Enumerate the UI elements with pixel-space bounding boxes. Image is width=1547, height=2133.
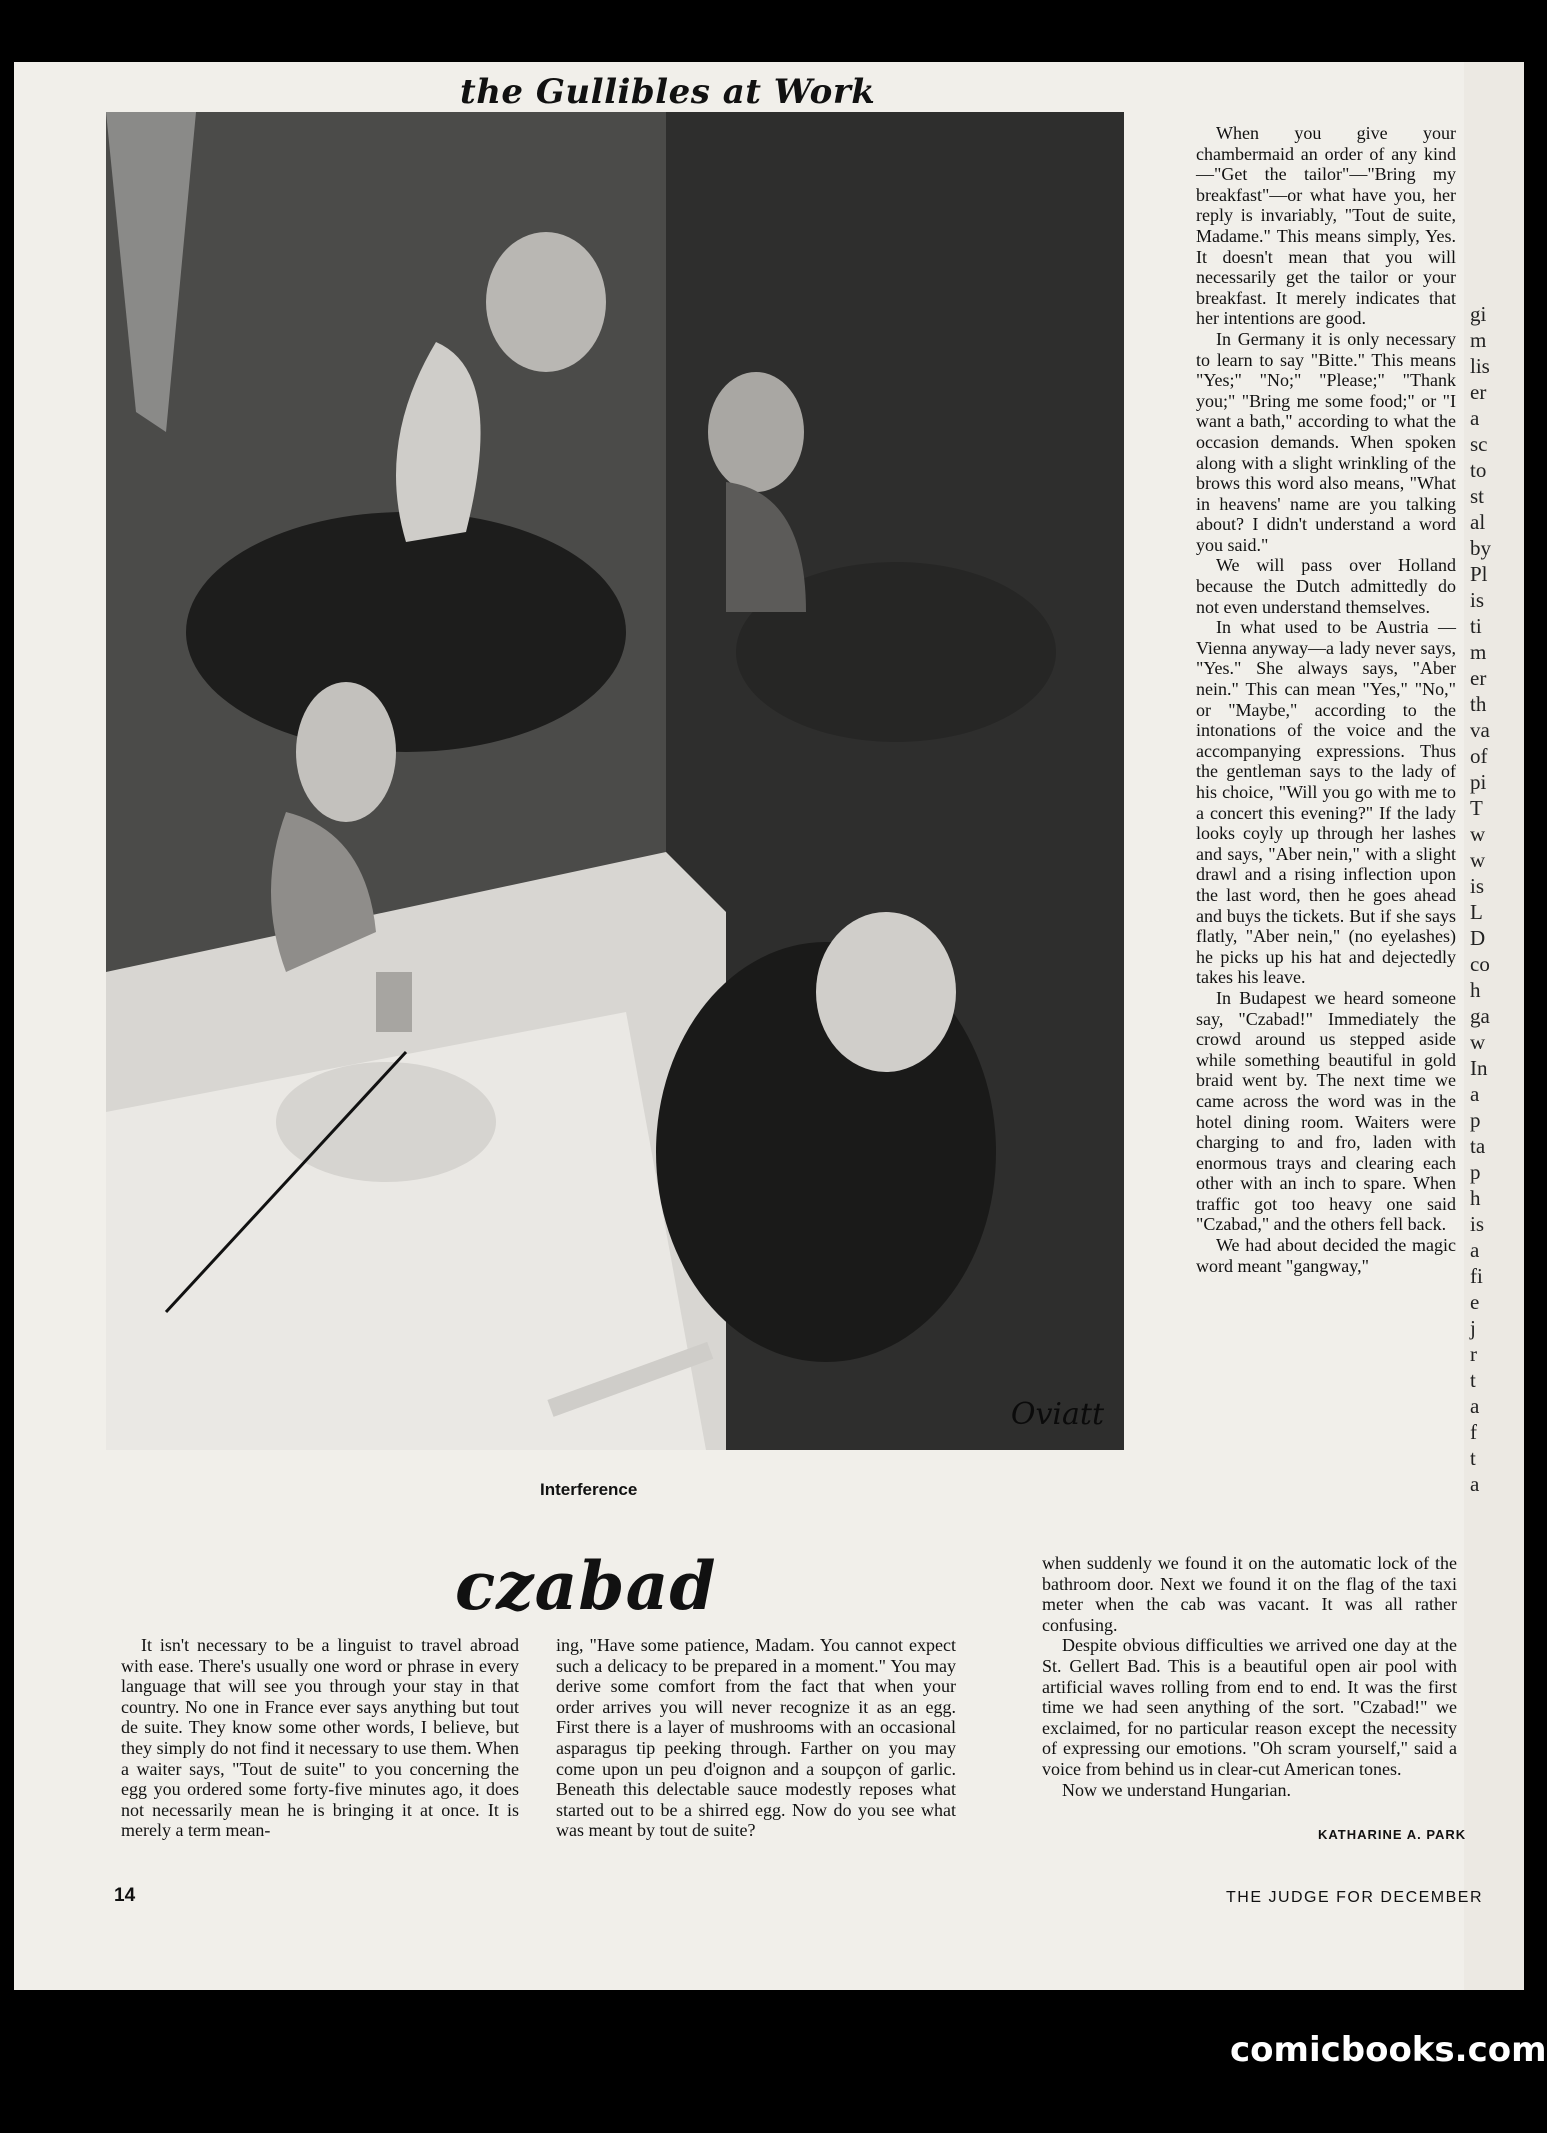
article-column-right-continued bbox=[1042, 1553, 1457, 1800]
adjacent-page-fragment: er bbox=[1470, 380, 1487, 404]
paragraph: ing, "Have some patience, Madam. You cannot expect such a delicacy to be prepared in a moment." You may derive some comfort from the fact that when your order arrives you will never recognize it as an egg. First there is a layer of mushrooms with an occasional asparagus tip peeking through. Farther on you may come upon un peu d'oignon and a soupçon of garlic. Beneath this delectable sauce modestly reposes what started out to be a shirred egg. Now do you see what was meant by tout de suite? bbox=[556, 1635, 956, 1841]
adjacent-page-fragment: ti bbox=[1470, 614, 1482, 638]
adjacent-page-fragment: ga bbox=[1470, 1004, 1490, 1028]
paragraph: Despite obvious difficulties we arrived one day at the St. Gellert Bad. This is a beautiful open air pool with artificial waves rolling from end to end. It was the first time we had seen anything of the sort. "Czabad!" we exclaimed, for no particular reason except the necessity of expressing our emotions. "Oh scram yourself," said a voice from behind us in clear-cut American tones. bbox=[1042, 1635, 1457, 1779]
adjacent-page-fragment: L bbox=[1470, 900, 1483, 924]
adjacent-page-fragment: th bbox=[1470, 692, 1487, 716]
adjacent-page-fragment: In bbox=[1470, 1056, 1488, 1080]
adjacent-page-fragment: is bbox=[1470, 874, 1485, 898]
article-column-bottom-middle bbox=[556, 1635, 956, 1841]
adjacent-page-fragment: f bbox=[1470, 1420, 1477, 1444]
adjacent-page-fragment: is bbox=[1470, 588, 1485, 612]
adjacent-page-fragment: h bbox=[1470, 1186, 1481, 1210]
watermark: comicbooks.com bbox=[1230, 2030, 1547, 2070]
running-title: THE JUDGE FOR DECEMBER bbox=[1226, 1889, 1484, 1906]
adjacent-page-fragment: r bbox=[1470, 1342, 1477, 1366]
adjacent-page-fragment: fi bbox=[1470, 1264, 1483, 1288]
adjacent-page-edge bbox=[1464, 62, 1524, 1990]
adjacent-page-fragment: gi bbox=[1470, 302, 1487, 326]
illustration-caption: Interference bbox=[540, 1480, 638, 1499]
author-byline: KATHARINE A. PARK bbox=[1318, 1827, 1467, 1842]
paragraph: when suddenly we found it on the automatic lock of the bathroom door. Next we found it on the flag of the taxi meter when the cab was vacant. It was all rather confusing. bbox=[1042, 1553, 1457, 1635]
adjacent-page-fragment: al bbox=[1470, 510, 1486, 534]
adjacent-page-fragment: h bbox=[1470, 978, 1481, 1002]
article-headline: czabad bbox=[455, 1547, 717, 1625]
adjacent-page-fragment: w bbox=[1470, 1030, 1486, 1054]
adjacent-page-fragment: co bbox=[1470, 952, 1490, 976]
adjacent-page-fragment: a bbox=[1470, 406, 1480, 430]
adjacent-page-fragment: p bbox=[1470, 1160, 1481, 1184]
page-number: 14 bbox=[114, 1885, 136, 1906]
adjacent-page-fragment: j bbox=[1470, 1316, 1476, 1340]
adjacent-page-fragment: pi bbox=[1470, 770, 1487, 794]
adjacent-page-fragment: a bbox=[1470, 1238, 1480, 1262]
adjacent-page-fragment: w bbox=[1470, 822, 1486, 846]
adjacent-page-fragment: D bbox=[1470, 926, 1486, 950]
adjacent-page-fragment: is bbox=[1470, 1212, 1485, 1236]
adjacent-page-fragment: st bbox=[1470, 484, 1485, 508]
illustration-title: the Gullibles at Work bbox=[460, 72, 876, 112]
adjacent-page-fragment: sc bbox=[1470, 432, 1488, 456]
adjacent-page-fragment: t bbox=[1470, 1446, 1476, 1470]
adjacent-page-fragment: e bbox=[1470, 1290, 1480, 1314]
article-column-right bbox=[1196, 123, 1456, 1276]
illustration-artwork bbox=[106, 112, 1124, 1450]
adjacent-page-fragment: a bbox=[1470, 1472, 1480, 1496]
adjacent-page-fragment: Pl bbox=[1470, 562, 1488, 586]
adjacent-page-fragment: t bbox=[1470, 1368, 1476, 1392]
adjacent-page-fragment: lis bbox=[1470, 354, 1490, 378]
adjacent-page-fragment: ta bbox=[1470, 1134, 1486, 1158]
adjacent-page-fragment: p bbox=[1470, 1108, 1481, 1132]
adjacent-page-fragment: T bbox=[1470, 796, 1483, 820]
artist-signature: Oviatt bbox=[1010, 1397, 1104, 1432]
paragraph: When you give your chambermaid an order of any kind —"Get the tailor"—"Bring my breakfast"—or what have you, her reply is invariably, "Tout de suite, Madame." This means simply, Yes. It doesn't mean that you will necessarily get the tailor or your breakfast. It merely indicates that her intentions are good. bbox=[1196, 123, 1456, 329]
article-column-bottom-left bbox=[121, 1635, 519, 1841]
adjacent-page-fragment: m bbox=[1470, 640, 1487, 664]
adjacent-page-fragment: of bbox=[1470, 744, 1488, 768]
adjacent-page-fragment: by bbox=[1470, 536, 1491, 560]
adjacent-page-fragment: va bbox=[1470, 718, 1490, 742]
adjacent-page-fragment: er bbox=[1470, 666, 1487, 690]
adjacent-page-fragment: to bbox=[1470, 458, 1487, 482]
adjacent-page-fragment: m bbox=[1470, 328, 1487, 352]
paragraph: We had about decided the magic word meant "gangway," bbox=[1196, 1235, 1456, 1276]
adjacent-page-fragment: a bbox=[1470, 1394, 1480, 1418]
adjacent-page-fragment: w bbox=[1470, 848, 1486, 872]
adjacent-page-fragment: a bbox=[1470, 1082, 1480, 1106]
paragraph: In Germany it is only necessary to learn to say "Bitte." This means "Yes;" "No;" "Please;" "Thank you;" "Bring me some food;" or "I want a bath," according to what the occasion demands. When spoken along with a slight wrinkling of the brows this word also means, "What in heavens' name are you talking about? I didn't understand a word you said." bbox=[1196, 328, 1456, 555]
paragraph: We will pass over Holland because the Dutch admittedly do not even understand themselves. bbox=[1196, 555, 1456, 617]
paragraph: Now we understand Hungarian. bbox=[1062, 1779, 1291, 1800]
paragraph: In what used to be Austria —Vienna anyway—a lady never says, "Yes." She always says, "Aber nein." This can mean "Yes," "No," or "Maybe," according to the intonations of the voice and the accompanying expressions. Thus the gentleman says to the lady of his choice, "Will you go with me to a concert this evening?" If the lady looks coyly up through her lashes and says, "Aber nein," with a slight drawl and a rising inflection upon the last word, then he goes ahead and buys the tickets. But if she says flatly, "Aber nein," (no eyelashes) he picks up his hat and dejectedly takes his leave. bbox=[1196, 617, 1456, 988]
gullibles-illustration bbox=[106, 112, 1124, 1450]
paragraph: In Budapest we heard someone say, "Czabad!" Immediately the crowd around us stepped aside while something beautiful in gold braid went by. The next time we came across the word was in the hotel dining room. Waiters were charging to and fro, laden with enormous trays and clearing each other with an inch to spare. When traffic got too heavy one said "Czabad," and the others fell back. bbox=[1196, 987, 1456, 1235]
paragraph: It isn't necessary to be a linguist to travel abroad with ease. There's usually one word or phrase in every language that will see you through your stay in that country. No one in France ever says anything but tout de suite. They know some other words, I believe, but they simply do not find it necessary to use them. When a waiter says, "Tout de suite" to you concerning the egg you ordered some forty-five minutes ago, it does not necessarily mean he is bringing it at once. It is merely a term mean- bbox=[121, 1635, 519, 1841]
